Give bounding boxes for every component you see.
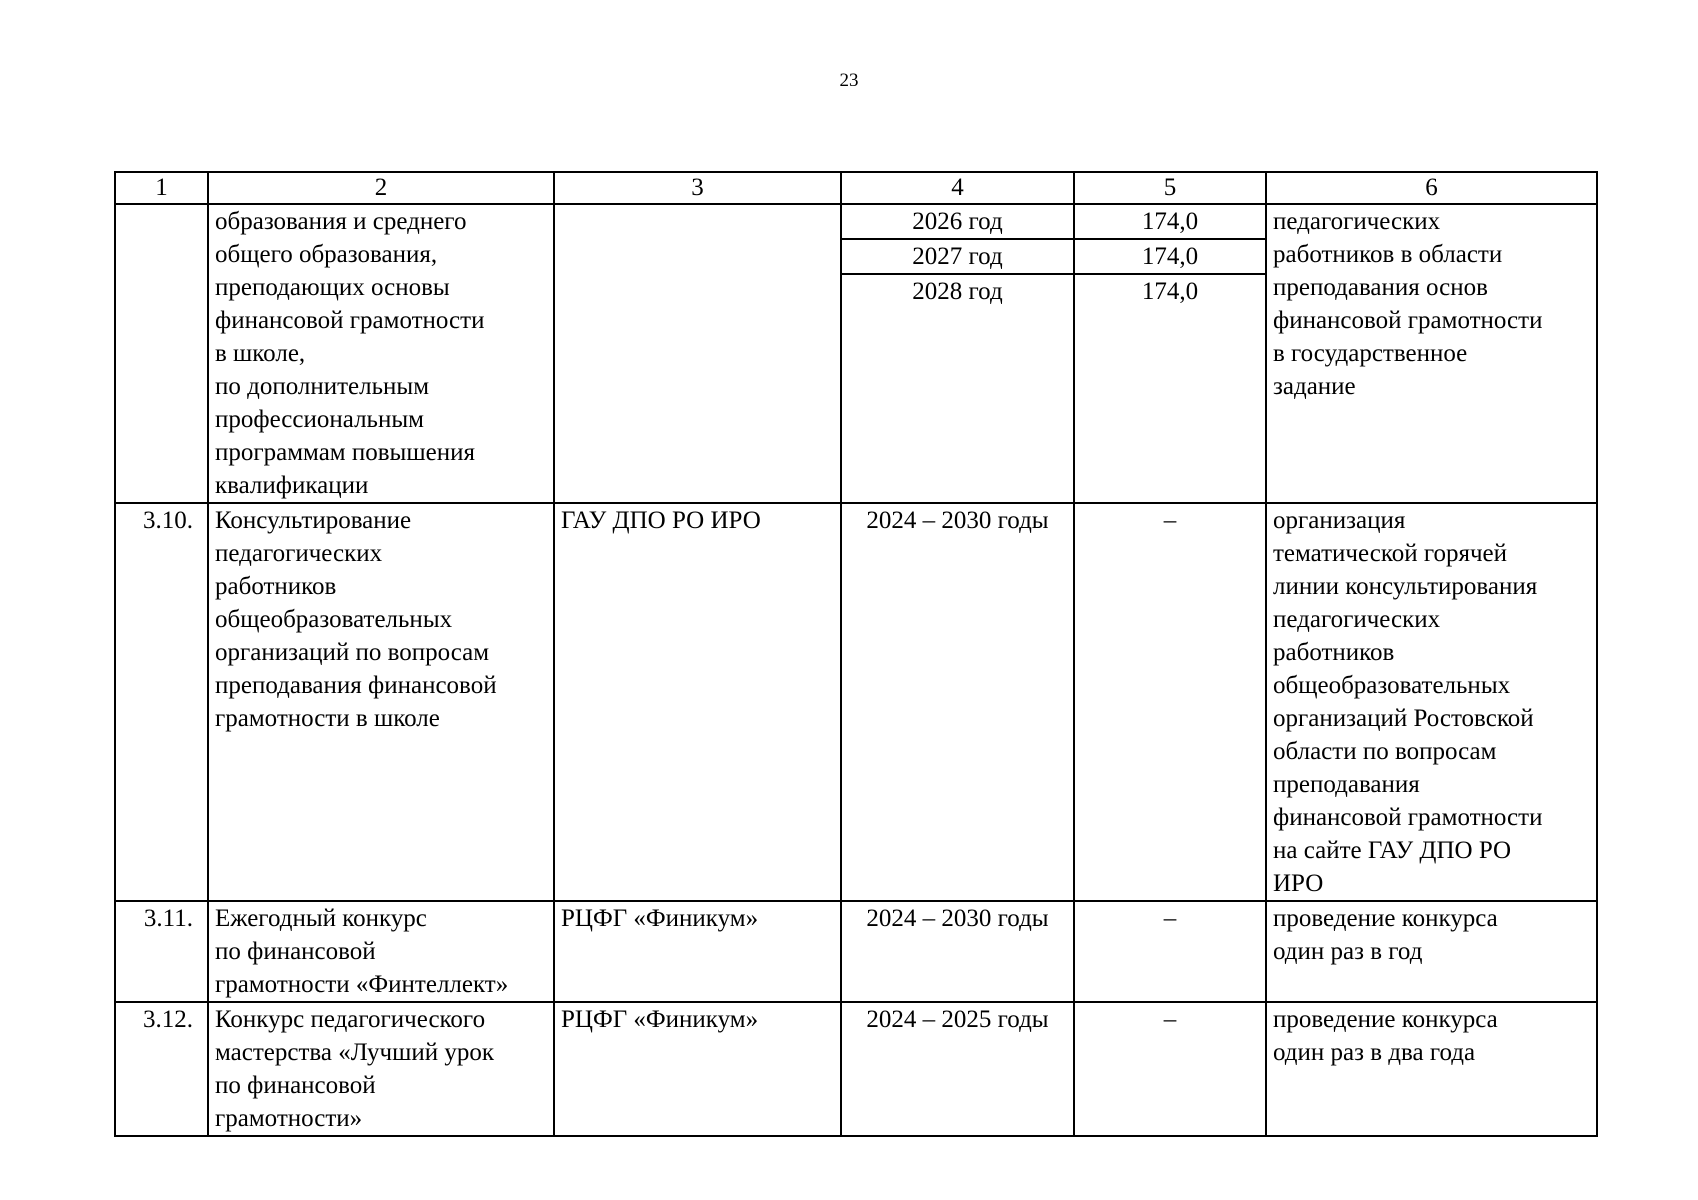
cell-name: Ежегодный конкурс по финансовой грамотности «Финтеллект» xyxy=(208,901,554,1002)
amount-2027: 174,0 xyxy=(1075,239,1265,274)
table-row xyxy=(115,901,1597,1002)
header-cell-6: 6 xyxy=(1266,172,1597,204)
cell-years xyxy=(841,204,1074,503)
cell-num: 3.12. xyxy=(115,1002,208,1136)
cell-executor: РЦФГ «Финикум» xyxy=(554,1002,841,1136)
header-cell-2: 2 xyxy=(208,172,554,204)
cell-num: 3.11. xyxy=(115,901,208,1002)
cell-result: организация тематической горячей линии консультирования педагогических работников общеобразовательных организаций Ростовской области по вопросам преподавания финансовой грамотности на сайте ГАУ ДПО РО ИРО xyxy=(1266,503,1597,901)
cell-num: 3.10. xyxy=(115,503,208,901)
table-header-row xyxy=(115,172,1597,204)
cell-name: Конкурс педагогического мастерства «Лучший урок по финансовой грамотности» xyxy=(208,1002,554,1136)
table-row xyxy=(115,1002,1597,1136)
cell-num-empty xyxy=(115,204,208,503)
cell-period: 2024 – 2025 годы xyxy=(841,1002,1074,1136)
cell-executor: РЦФГ «Финикум» xyxy=(554,901,841,1002)
amount-2026: 174,0 xyxy=(1141,208,1199,235)
cell-amount: – xyxy=(1074,1002,1266,1136)
table-row-continuation xyxy=(115,204,1597,503)
page-number: 23 xyxy=(839,70,859,91)
cell-executor-empty xyxy=(554,204,841,503)
year-2028: 2028 год xyxy=(842,274,1073,308)
header-cell-5: 5 xyxy=(1074,172,1266,204)
program-table xyxy=(114,171,1598,1137)
cell-period: 2024 – 2030 годы xyxy=(841,901,1074,1002)
cell-amounts xyxy=(1074,204,1266,503)
cell-executor: ГАУ ДПО РО ИРО xyxy=(554,503,841,901)
cell-result-continued: педагогических работников в области преподавания основ финансовой грамотности в государственное задание xyxy=(1266,204,1597,503)
cell-name-continued: образования и среднего общего образования, преподающих основы финансовой грамотности в школе, по дополнительным профессиональным программам повышения квалификации xyxy=(208,204,554,503)
cell-name: Консультирование педагогических работников общеобразовательных организаций по вопросам преподавания финансовой грамотности в школе xyxy=(208,503,554,901)
header-cell-3: 3 xyxy=(554,172,841,204)
year-2026: 2026 год xyxy=(912,208,1003,235)
cell-amount: – xyxy=(1074,901,1266,1002)
year-2027: 2027 год xyxy=(842,239,1073,274)
cell-result: проведение конкурса один раз в два года xyxy=(1266,1002,1597,1136)
cell-amount: – xyxy=(1074,503,1266,901)
header-cell-4: 4 xyxy=(841,172,1074,204)
cell-period: 2024 – 2030 годы xyxy=(841,503,1074,901)
header-cell-1: 1 xyxy=(115,172,208,204)
amount-2028: 174,0 xyxy=(1075,274,1265,308)
table-row xyxy=(115,503,1597,901)
cell-result: проведение конкурса один раз в год xyxy=(1266,901,1597,1002)
